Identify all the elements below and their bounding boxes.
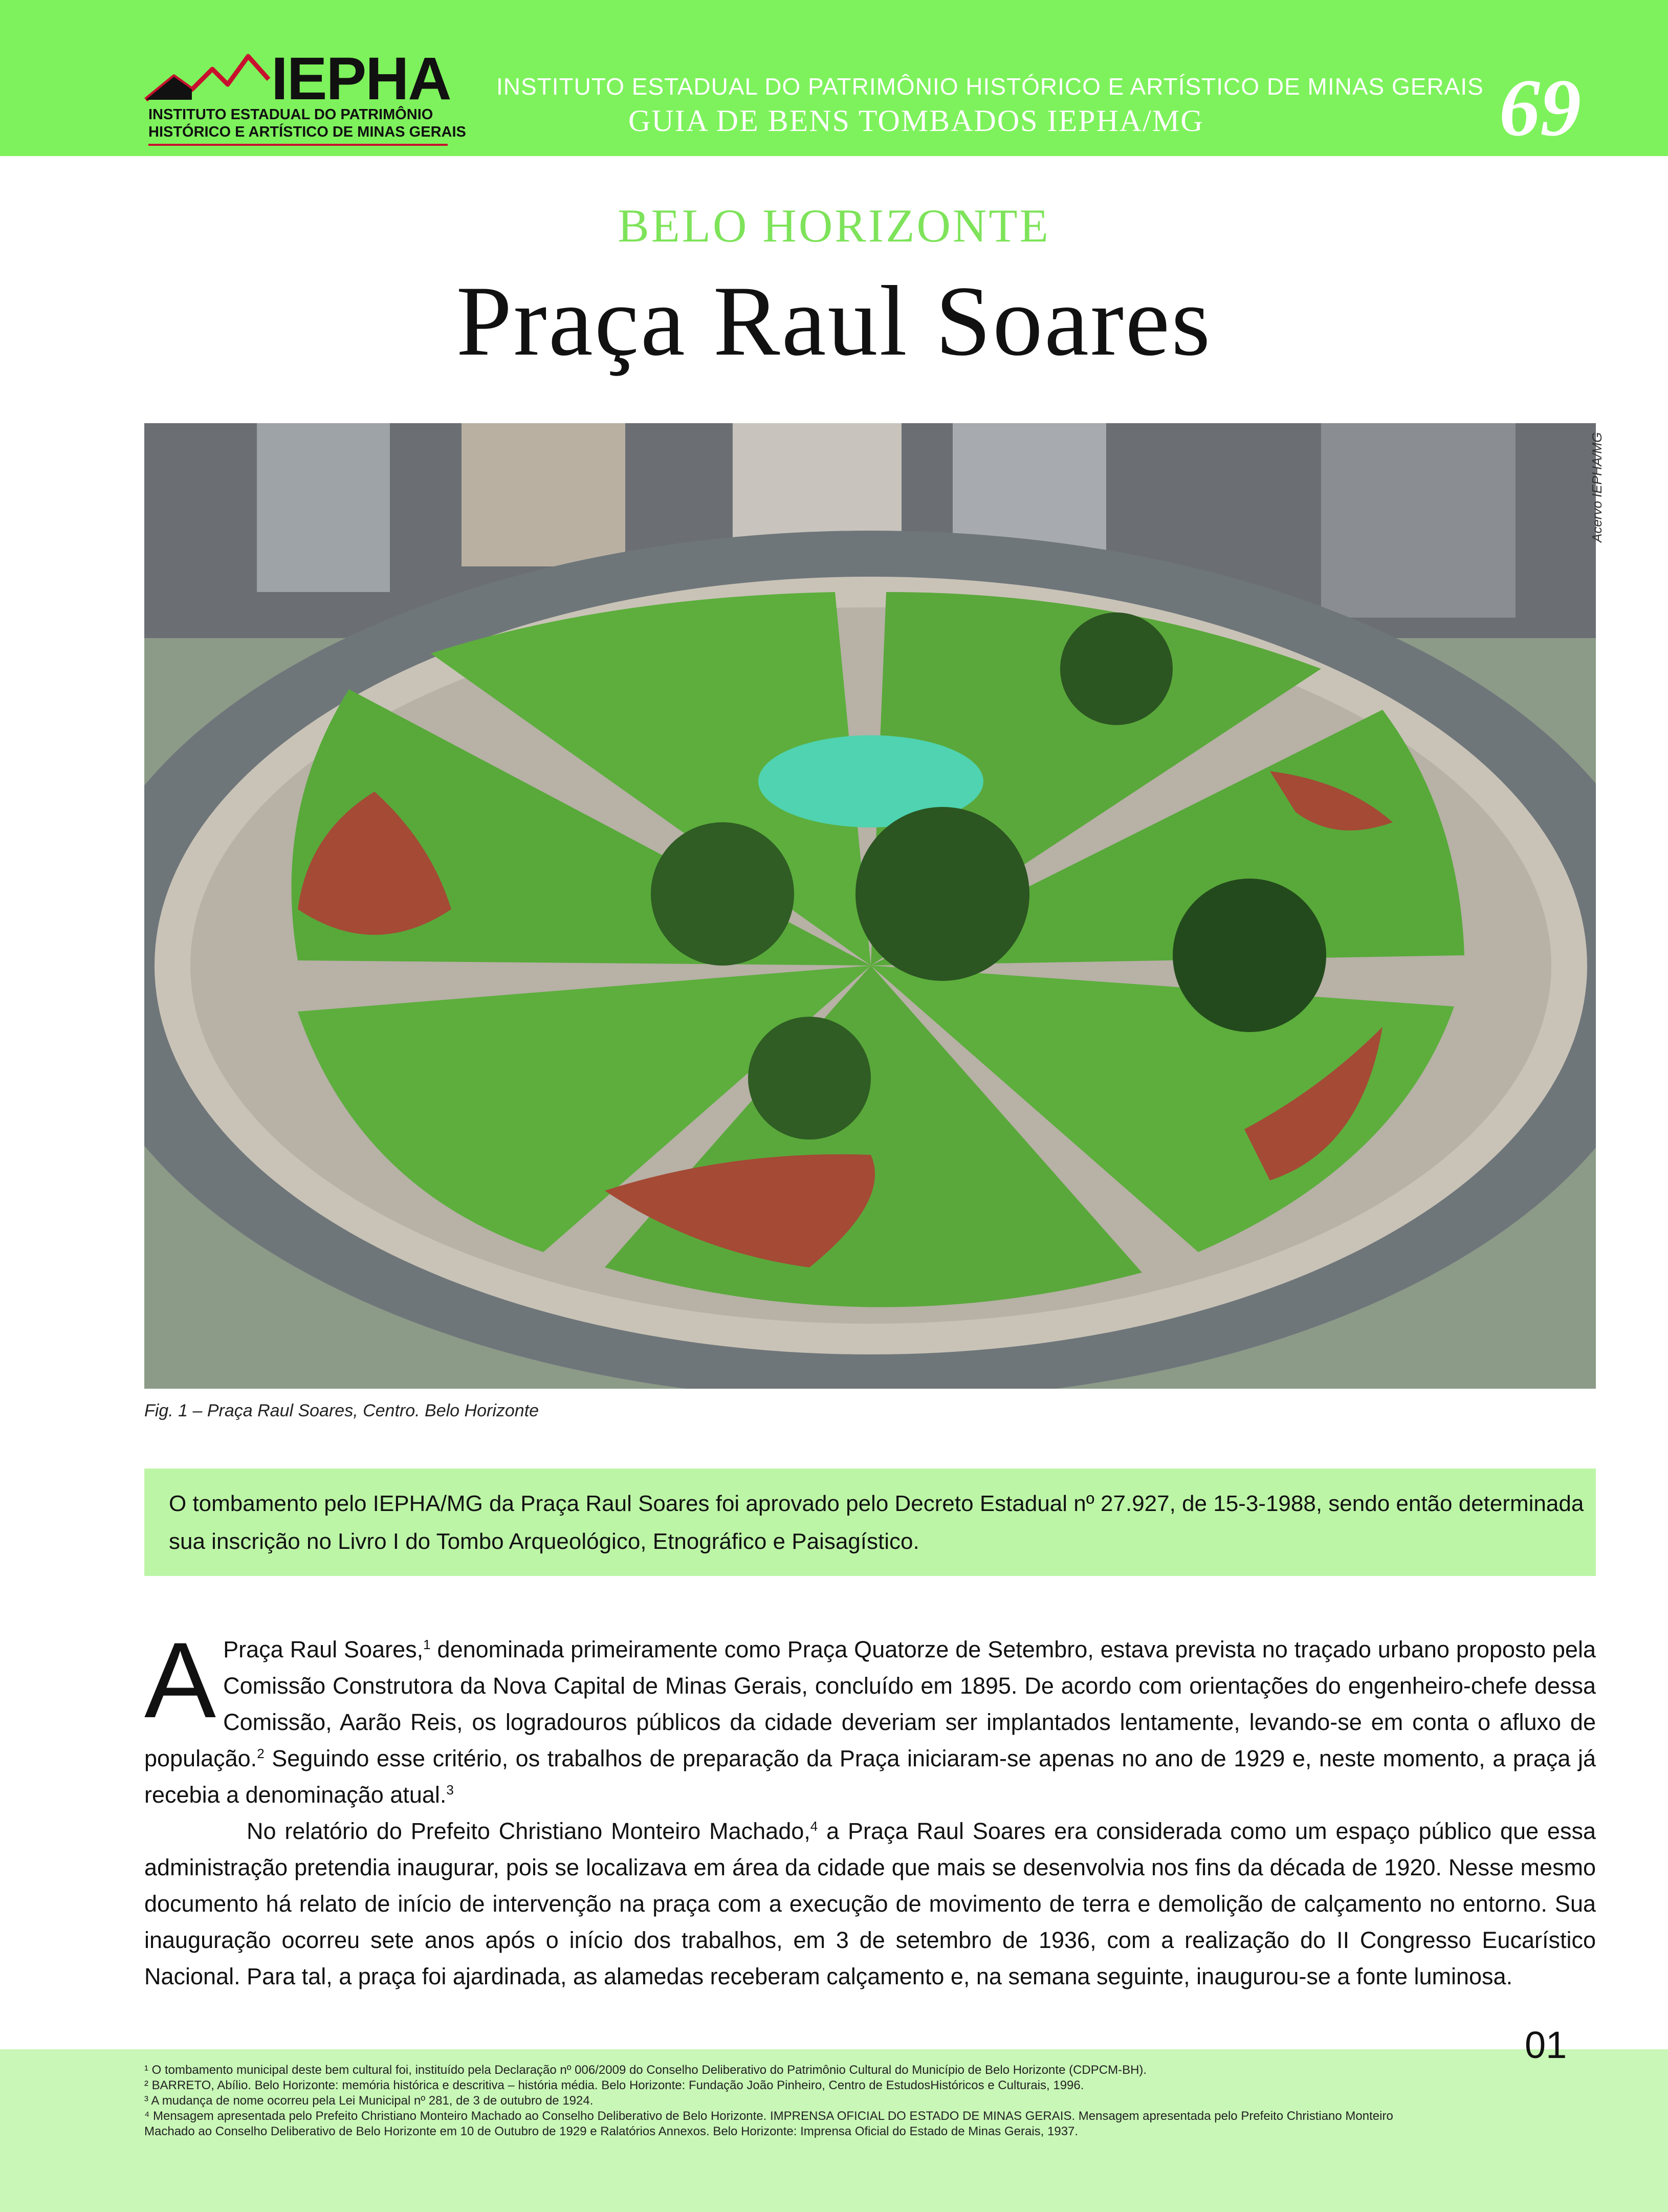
city-heading: BELO HORIZONTE [618, 200, 1050, 252]
article-body [144, 1620, 1596, 1995]
guide-title: GUIA DE BENS TOMBADOS IEPHA/MG [628, 104, 1204, 138]
footnotes-area [0, 2049, 1668, 2212]
figure-caption: Fig. 1 – Praça Raul Soares, Centro. Belo Horizonte [144, 1401, 539, 1420]
logo-subtitle [148, 106, 466, 141]
page-number: 69 [1499, 62, 1581, 153]
p1-text-c: Seguindo esse critério, os trabalhos de preparação da Praça iniciaram-se apenas no ano de 1929 e, neste momento, a praça já recebia a denominação atual. [144, 1745, 1596, 1808]
page-footer-number: 01 [1525, 2024, 1567, 2066]
highlight-box-text: O tombamento pelo IEPHA/MG da Praça Raul Soares foi aprovado pelo Decreto Estadual nº 27.927, de 15-3-1988, sendo então determinada sua inscrição no Livro I do Tombo Arqueológico, Etnográfico e Paisagístico. [169, 1491, 1584, 1554]
footnote-ref-2[interactable]: 2 [257, 1746, 265, 1761]
aerial-photo [144, 423, 1596, 1389]
footnote-ref-1[interactable]: 1 [423, 1637, 431, 1652]
institute-name: INSTITUTO ESTADUAL DO PATRIMÔNIO HISTÓRICO E ARTÍSTICO DE MINAS GERAIS [496, 73, 1484, 100]
logo-subtitle-line-2: HISTÓRICO E ARTÍSTICO DE MINAS GERAIS [148, 124, 466, 140]
logo-rule [148, 144, 448, 146]
photo-credit: Acervo IEPHA/MG [1589, 432, 1605, 542]
footnote-ref-4[interactable]: 4 [810, 1819, 818, 1834]
p2-text-b: a Praça Raul Soares era considerada como um espaço público que essa administração pretendia inaugurar, pois se localizava em área da cidade que mais se desenvolvia nos fins da década de 1920. Nesse mesmo documento há relato de início de intervenção na praça com a execução de movimento de terra e demolição de calçamento no entorno. Sua inauguração ocorreu sete anos após o início dos trabalhos, em 3 de setembro de 1936, com a realização do II Congresso Eucarístico Nacional. Para tal, a praça foi ajardinada, as alamedas receberam calçamento e, na semana seguinte, inaugurou-se a fonte luminosa. [144, 1818, 1596, 1989]
highlight-box [144, 1469, 1596, 1576]
p1-text-b: denominada primeiramente como Praça Quatorze de Setembro, estava prevista no traçado urbano proposto pela Comissão Construtora da Nova Capital de Minas Gerais, concluído em 1895. De acordo com orientações do engenheiro-chefe dessa Comissão, Aarão Reis, os logradouros públicos da cidade deveriam ser implantados lentamente, levando-se em conta o afluxo de população. [144, 1636, 1596, 1771]
drop-cap: A [144, 1620, 216, 1740]
footnote-ref-3[interactable]: 3 [446, 1782, 454, 1798]
footnotes [144, 2063, 1475, 2139]
footnote-4: ⁴ Mensagem apresentada pelo Prefeito Christiano Monteiro Machado ao Conselho Deliberativo de Belo Horizonte. IMPRENSA OFICIAL DO ESTADO DE MINAS GERAIS. Mensagem apresentada pelo Prefeito Christiano Monteiro [144, 2109, 1393, 2123]
mountain-logo-icon [143, 49, 276, 105]
paragraph-1 [144, 1620, 1596, 1813]
iepha-logo [143, 45, 466, 151]
p2-text-a: No relatório do Prefeito Christiano Monteiro Machado, [247, 1818, 810, 1844]
logo-wordmark: IEPHA [271, 45, 451, 113]
plaza-aerial-illustration [144, 423, 1596, 1389]
paragraph-2 [144, 1813, 1596, 1995]
footnote-1: ¹ O tombamento municipal deste bem cultural foi, instituído pela Declaração nº 006/2009 do Conselho Deliberativo do Patrimônio Cultural do Município de Belo Horizonte (CDPCM-BH). [144, 2063, 1147, 2077]
footnote-2: ² BARRETO, Abílio. Belo Horizonte: memória histórica e descritiva – história média. Belo Horizonte: Fundação João Pinheiro, Centro de EstudosHistóricos e Culturais, 1996. [144, 2078, 1084, 2092]
page-title: Praça Raul Soares [456, 266, 1212, 377]
logo-subtitle-line-1: INSTITUTO ESTADUAL DO PATRIMÔNIO [148, 106, 433, 123]
p1-text-a: Praça Raul Soares, [223, 1636, 424, 1662]
page-header [0, 0, 1668, 156]
footnote-4-continued: Machado ao Conselho Deliberativo de Belo Horizonte em 10 de Outubro de 1929 e Ralatórios Annexos. Belo Horizonte: Imprensa Oficial do Estado de Minas Gerais, 1937. [144, 2125, 1079, 2138]
footnote-3: ³ A mudança de nome ocorreu pela Lei Municipal nº 281, de 3 de outubro de 1924. [144, 2094, 594, 2108]
